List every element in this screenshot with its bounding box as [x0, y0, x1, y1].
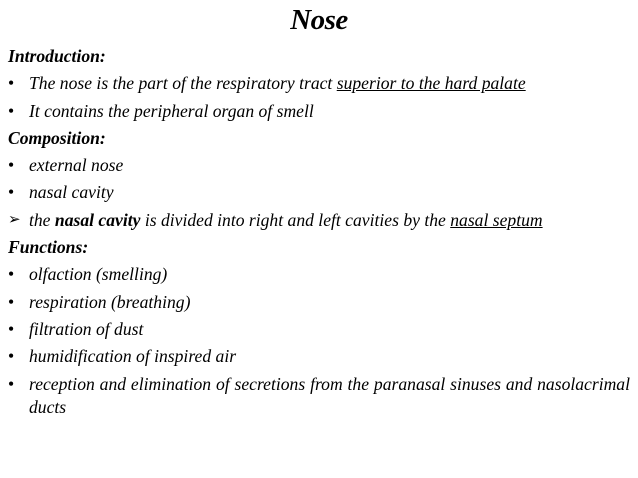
- bullet-icon: •: [8, 291, 15, 312]
- underlined-phrase: superior to the hard palate: [336, 73, 526, 94]
- list-item-text: respiration (breathing): [29, 291, 191, 312]
- bold-phrase: nasal cavity: [54, 209, 141, 230]
- arrow-list-item: [8, 207, 630, 234]
- list-item-text: filtration of dust: [29, 318, 144, 339]
- arrow-bullet-icon: ➢: [8, 211, 21, 228]
- list-item: [8, 261, 630, 288]
- list-item-text: reception and elimination of secretions from the paranasal sinuses and nasolacrimal ducts: [29, 373, 630, 417]
- underlined-phrase: nasal septum: [450, 209, 543, 230]
- list-item: [8, 98, 630, 125]
- bullet-icon: •: [8, 318, 15, 339]
- list-item-text: humidification of inspired air: [29, 346, 237, 367]
- slide-title: Nose: [290, 4, 348, 36]
- list-item-text: It contains the peripheral organ of smell: [29, 100, 314, 121]
- list-item: [8, 152, 630, 179]
- list-item-text: external nose: [29, 155, 124, 176]
- list-item: [8, 316, 630, 343]
- list-item: [8, 70, 630, 97]
- list-item: [8, 371, 630, 421]
- list-item: [8, 343, 630, 370]
- bullet-icon: •: [8, 264, 15, 285]
- bullet-icon: •: [8, 373, 15, 394]
- list-item-text: the nasal cavity is divided into right and left cavities by the nasal septum: [29, 209, 543, 230]
- bullet-icon: •: [8, 346, 15, 367]
- list-item: [8, 289, 630, 316]
- functions-heading: Functions:: [8, 237, 89, 258]
- list-item-text: The nose is the part of the respiratory tract superior to the hard palate: [29, 73, 526, 94]
- list-item-text: olfaction (smelling): [29, 264, 168, 285]
- bullet-icon: •: [8, 155, 15, 176]
- list-item: [8, 179, 630, 206]
- introduction-heading: Introduction:: [8, 46, 106, 66]
- bullet-icon: •: [8, 73, 15, 94]
- list-item-text: nasal cavity: [29, 182, 114, 203]
- slide-content: [8, 43, 630, 421]
- composition-heading: Composition:: [8, 127, 106, 148]
- bullet-icon: •: [8, 100, 15, 121]
- bullet-icon: •: [8, 182, 15, 203]
